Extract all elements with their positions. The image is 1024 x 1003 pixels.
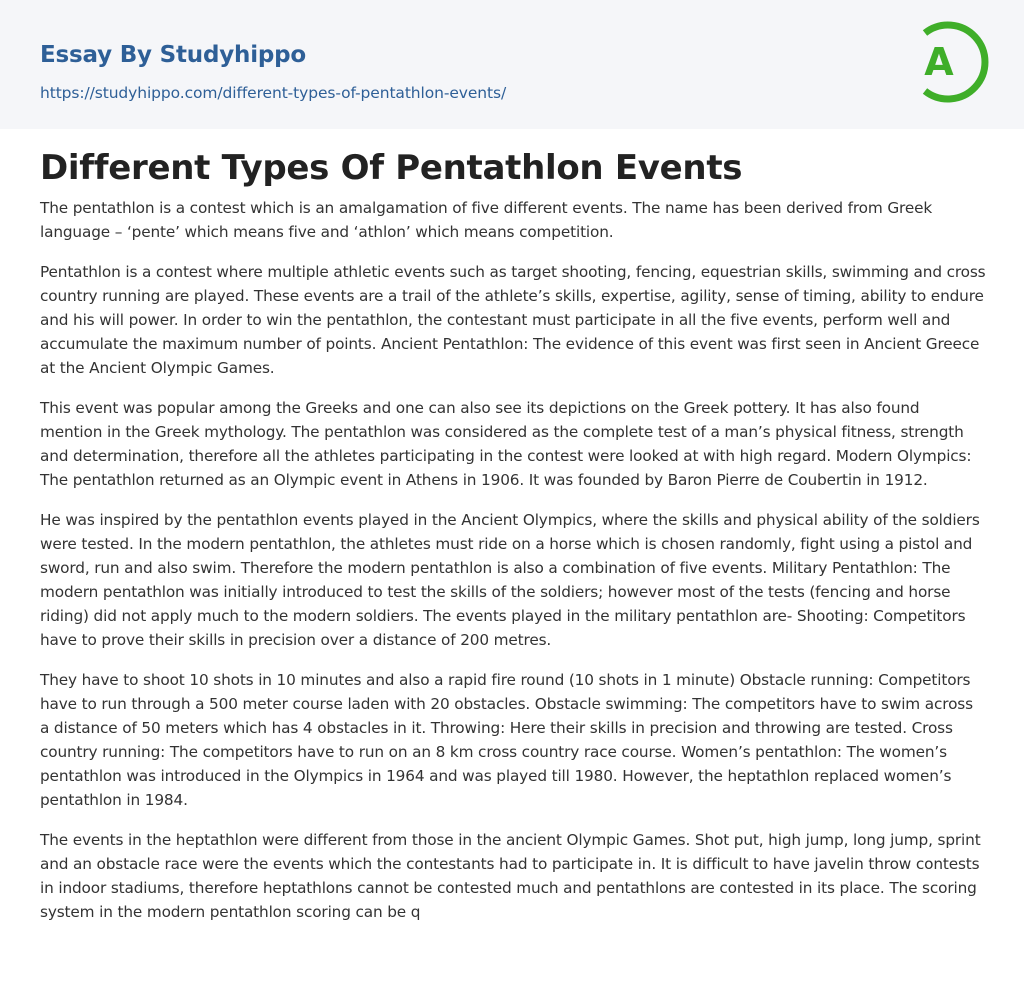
studyhippo-logo-icon[interactable] <box>906 16 992 108</box>
article-paragraph-2: Pentathlon is a contest where multiple athletic events such as target shooting, fencing, equestrian skills, swimming and cross country running are played. These events are a trail of the athlete’s skills, expertise, agility, sense of timing, ability to endure and his will power. In order to win the pentathlon, the contestant must participate in all the five events, perform well and accumulate the maximum number of points. Ancient Pentathlon: The evidence of this event was first seen in Ancient Greece at the Ancient Olympic Games. <box>40 263 986 377</box>
article-paragraph-5: They have to shoot 10 shots in 10 minutes and also a rapid fire round (10 shots in 1 minute) Obstacle running: Competitors have to run through a 500 meter course laden with 20 obstacles. Obstacle swimming: The competitors have to swim across a distance of 50 meters which has 4 obstacles in it. Throwing: Here their skills in precision and throwing are tested. Cross country running: The competitors have to run on an 8 km cross country race course. Women’s pentathlon: The women’s pentathlon was introduced in the Olympics in 1964 and was played till 1980. However, the heptathlon replaced women’s pentathlon in 1984. <box>40 671 973 809</box>
site-header <box>0 0 1024 129</box>
article-paragraph-1: The pentathlon is a contest which is an amalgamation of five different events. The name has been derived from Greek language – ‘pente’ which means five and ‘athlon’ which means competition. <box>40 199 933 241</box>
article <box>40 146 986 940</box>
article-title: Different Types Of Pentathlon Events <box>40 148 743 188</box>
essay-url-link[interactable]: https://studyhippo.com/different-types-of-pentathlon-events/ <box>40 84 507 102</box>
article-paragraph-6: The events in the heptathlon were different from those in the ancient Olympic Games. Shot put, high jump, long jump, sprint and an obstacle race were the events which the contestants had to participate in. It is difficult to have javelin throw contests in indoor stadiums, therefore heptathlons cannot be contested much and pentathlons are contested in its place. The scoring system in the modern pentathlon scoring can be q <box>40 831 981 921</box>
logo-letter: A <box>924 40 954 84</box>
article-paragraph-3: This event was popular among the Greeks and one can also see its depictions on the Greek pottery. It has also found mention in the Greek mythology. The pentathlon was considered as the complete test of a man’s physical fitness, strength and determination, therefore all the athletes participating in the contest were looked at with high regard. Modern Olympics: The pentathlon returned as an Olympic event in Athens in 1906. It was founded by Baron Pierre de Coubertin in 1912. <box>40 399 972 489</box>
brand-title[interactable]: Essay By Studyhippo <box>40 42 307 68</box>
article-paragraph-4: He was inspired by the pentathlon events played in the Ancient Olympics, where the skills and physical ability of the soldiers were tested. In the modern pentathlon, the athletes must ride on a horse which is chosen randomly, fight using a pistol and sword, run and also swim. Therefore the modern pentathlon is also a combination of five events. Military Pentathlon: The modern pentathlon was initially introduced to test the skills of the soldiers; however most of the tests (fencing and horse riding) did not apply much to the modern soldiers. The events played in the military pentathlon are- Shooting: Competitors have to prove their skills in precision over a distance of 200 metres. <box>40 511 980 649</box>
